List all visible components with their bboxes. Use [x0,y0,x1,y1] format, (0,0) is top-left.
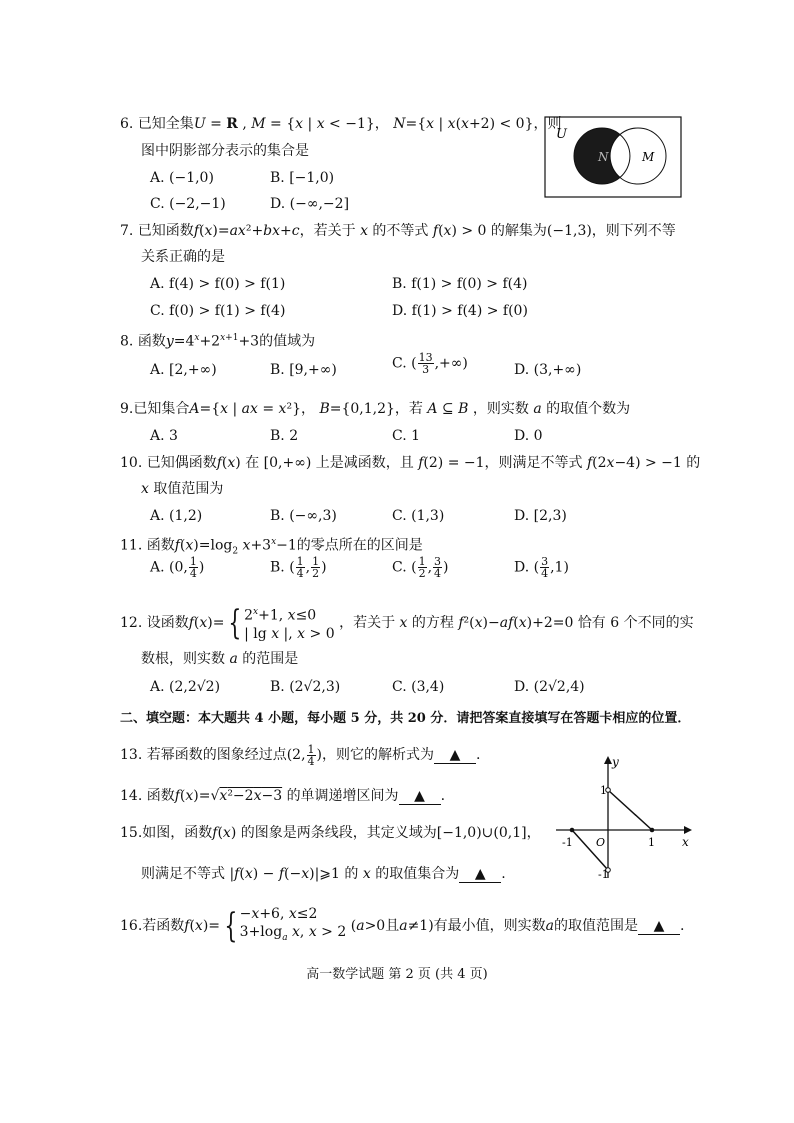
q8-option-d: D. (3,+∞) [514,362,582,378]
q12-line2: 数根，则实数 a 的范围是 [141,651,299,667]
q6-line1: 6. 已知全集U = R , M = {x | x < −1}， N={x | x(x+2) < 0}，则 [120,116,562,132]
q8-option-a: A. [2,+∞) [150,362,217,378]
q9-option-a: A. 3 [150,428,178,444]
y-axis-arrow [604,756,612,764]
origin-label: O [596,836,606,849]
q12-option-d: D. (2√2,4) [514,679,585,695]
q10-line1: 10. 已知偶函数f(x) 在 [0,+∞) 上是减函数，且 f(2) = −1，则满足不等式 f(2x−4) > −1 的 [120,455,701,471]
q6-option-b: B. [−1,0) [270,170,335,186]
q9-option-b: B. 2 [270,428,299,444]
q7-option-a: A. f(4) > f(0) > f(1) [150,276,286,292]
y-label: y [612,755,619,769]
q7-line2: 关系正确的是 [141,249,225,265]
tick-label-xneg1: -1 [562,836,573,849]
q6-line2: 图中阴影部分表示的集合是 [141,143,309,159]
q15-line1: 15.如图，函数f(x) 的图象是两条线段，其定义域为[−1,0)∪(0,1]， [120,825,541,841]
section-2-header: 二、填空题：本大题共 4 小题，每小题 5 分，共 20 分．请把答案直接填写在答题卡相应的位置． [120,711,691,726]
q12-line1: 12. 设函数f(x)= { $2^x+1$, x≤0 | lg x |, x > 0 ，若关于 x 的方程 f²(x)−af(x)+2=0 恰有 6 个不同的实 [120,603,694,643]
point-1-0 [650,828,655,833]
q10-line2: x 取值范围为 [141,481,224,497]
q7-option-b: B. f(1) > f(0) > f(4) [392,276,528,292]
q12-option-c: C. (3,4) [392,679,445,695]
q12-option-b: B. (2√2,3) [270,679,341,695]
q10-option-d: D. [2,3) [514,508,567,524]
q9-option-d: D. 0 [514,428,543,444]
q14-line: 14. 函数f(x)=√x²−2x−3 的单调递增区间为 ▲ . [120,788,446,804]
q11-option-a: A. (0, $\frac{1}{4}$ ) [150,555,205,580]
q8-option-c: C. ( $\frac{13}{3}$ ,+∞) [392,351,468,376]
function-graph [548,754,694,886]
q11-option-c: C. ( $\frac{1}{2}$ , $\frac{3}{4}$ ) [392,555,449,580]
q15-line2: 则满足不等式 |f(x) − f(−x)|⩾1 的 x 的取值集合为 ▲ . [141,866,506,882]
q11-line: 11. 函数$f(x)=\log_2$ $x+3^x-1$的零点所在的区间是 [120,537,423,557]
page-footer: 高一数学试题 第 2 页 (共 4 页) [306,967,488,982]
venn-label-m: M [642,150,655,164]
venn-diagram [544,116,682,198]
tick-label-y1: 1 [600,784,607,797]
q8-option-b: B. [9,+∞) [270,362,337,378]
q7-option-c: C. f(0) > f(1) > f(4) [150,303,286,319]
venn-label-u: U [556,127,567,142]
q8-line: 8. 函数$y=4^x+2^{x+1}+3$的值域为 [120,333,316,350]
q10-option-a: A. (1,2) [150,508,203,524]
q7-option-d: D. f(1) > f(4) > f(0) [392,303,528,319]
venn-label-n: N [598,150,609,164]
q9-line: 9.已知集合A={x | ax = x²}， B={0,1,2}，若 A ⊆ B ，则实数 a 的取值个数为 [120,401,631,417]
q13-line: 13. 若幂函数的图象经过点(2, $\frac{1}{4}$ )，则它的解析式为 ▲ . [120,742,481,768]
q6-option-c: C. (−2,−1) [150,196,226,212]
tick-label-yneg1: -1 [598,868,609,881]
segment-right [608,790,652,830]
q10-option-b: B. (−∞,3) [270,508,337,524]
q6-option-d: D. (−∞,−2] [270,196,350,212]
q11-option-d: D. ( $\frac{3}{4}$ ,1) [514,555,569,580]
q11-option-b: B. ( $\frac{1}{4}$ , $\frac{1}{2}$ ) [270,555,327,580]
q10-option-c: C. (1,3) [392,508,445,524]
q7-line1: 7. 已知函数f(x)=ax²+bx+c，若关于 x 的不等式 f(x) > 0 的解集为(−1,3)，则下列不等 [120,223,676,239]
x-label: x [682,835,689,849]
point-neg1-0 [570,828,575,833]
q9-option-c: C. 1 [392,428,421,444]
q16-line: 16.若函数f(x)= { −x+6, x≤2 $3+\log_a$ x, x > 2 (a>0且a≠1)有最小值，则实数a的取值范围是 ▲ . [120,905,685,946]
tick-label-x1: 1 [648,836,655,849]
q6-option-a: A. (−1,0) [150,170,214,186]
q12-option-a: A. (2,2√2) [150,679,221,695]
x-axis-arrow [684,826,692,834]
